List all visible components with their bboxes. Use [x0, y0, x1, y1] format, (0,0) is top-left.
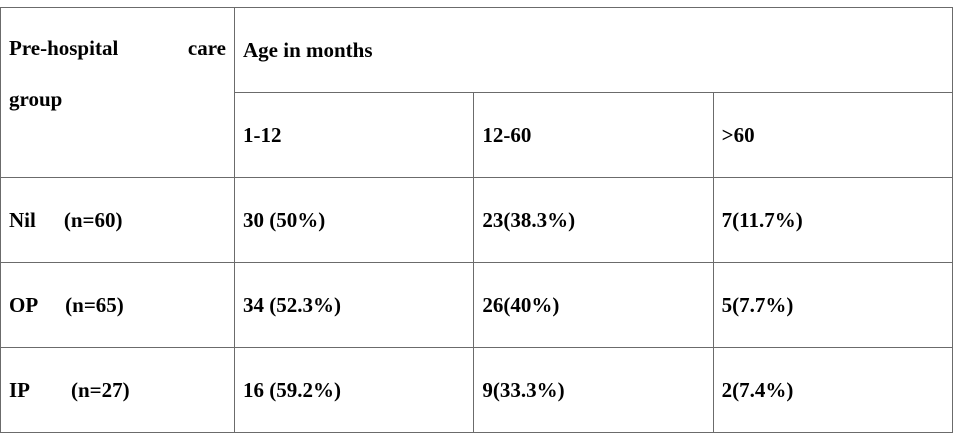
age-in-months-header: Age in months	[235, 8, 953, 93]
row-label-ip	[1, 348, 235, 433]
header-word-group: group	[9, 87, 63, 111]
cell-nil-over-60: 7(11.7%)	[713, 178, 952, 263]
table-row-ip	[1, 348, 953, 433]
age-col-12-60: 12-60	[474, 93, 713, 178]
header-word-prehospital: Pre-hospital	[9, 36, 119, 60]
row-label-op	[1, 263, 235, 348]
group-count: (n=65)	[65, 292, 124, 317]
header-word-care: care	[187, 36, 226, 60]
group-count: (n=27)	[71, 377, 130, 402]
table-row-op	[1, 263, 953, 348]
cell-op-1-12: 34 (52.3%)	[235, 263, 474, 348]
age-distribution-table	[0, 7, 953, 433]
table-row-nil	[1, 178, 953, 263]
cell-ip-1-12: 16 (59.2%)	[235, 348, 474, 433]
row-label-nil	[1, 178, 235, 263]
group-name: OP	[9, 292, 39, 317]
prehospital-care-group-header	[1, 8, 235, 178]
age-col-1-12: 1-12	[235, 93, 474, 178]
group-name: Nil	[9, 207, 36, 232]
age-col-over-60: >60	[713, 93, 952, 178]
cell-ip-over-60: 2(7.4%)	[713, 348, 952, 433]
group-name: IP	[9, 377, 30, 402]
cell-nil-12-60: 23(38.3%)	[474, 178, 713, 263]
header-row-1	[1, 8, 953, 93]
cell-ip-12-60: 9(33.3%)	[474, 348, 713, 433]
cell-op-over-60: 5(7.7%)	[713, 263, 952, 348]
cell-op-12-60: 26(40%)	[474, 263, 713, 348]
group-count: (n=60)	[63, 207, 123, 232]
cell-nil-1-12: 30 (50%)	[235, 178, 474, 263]
